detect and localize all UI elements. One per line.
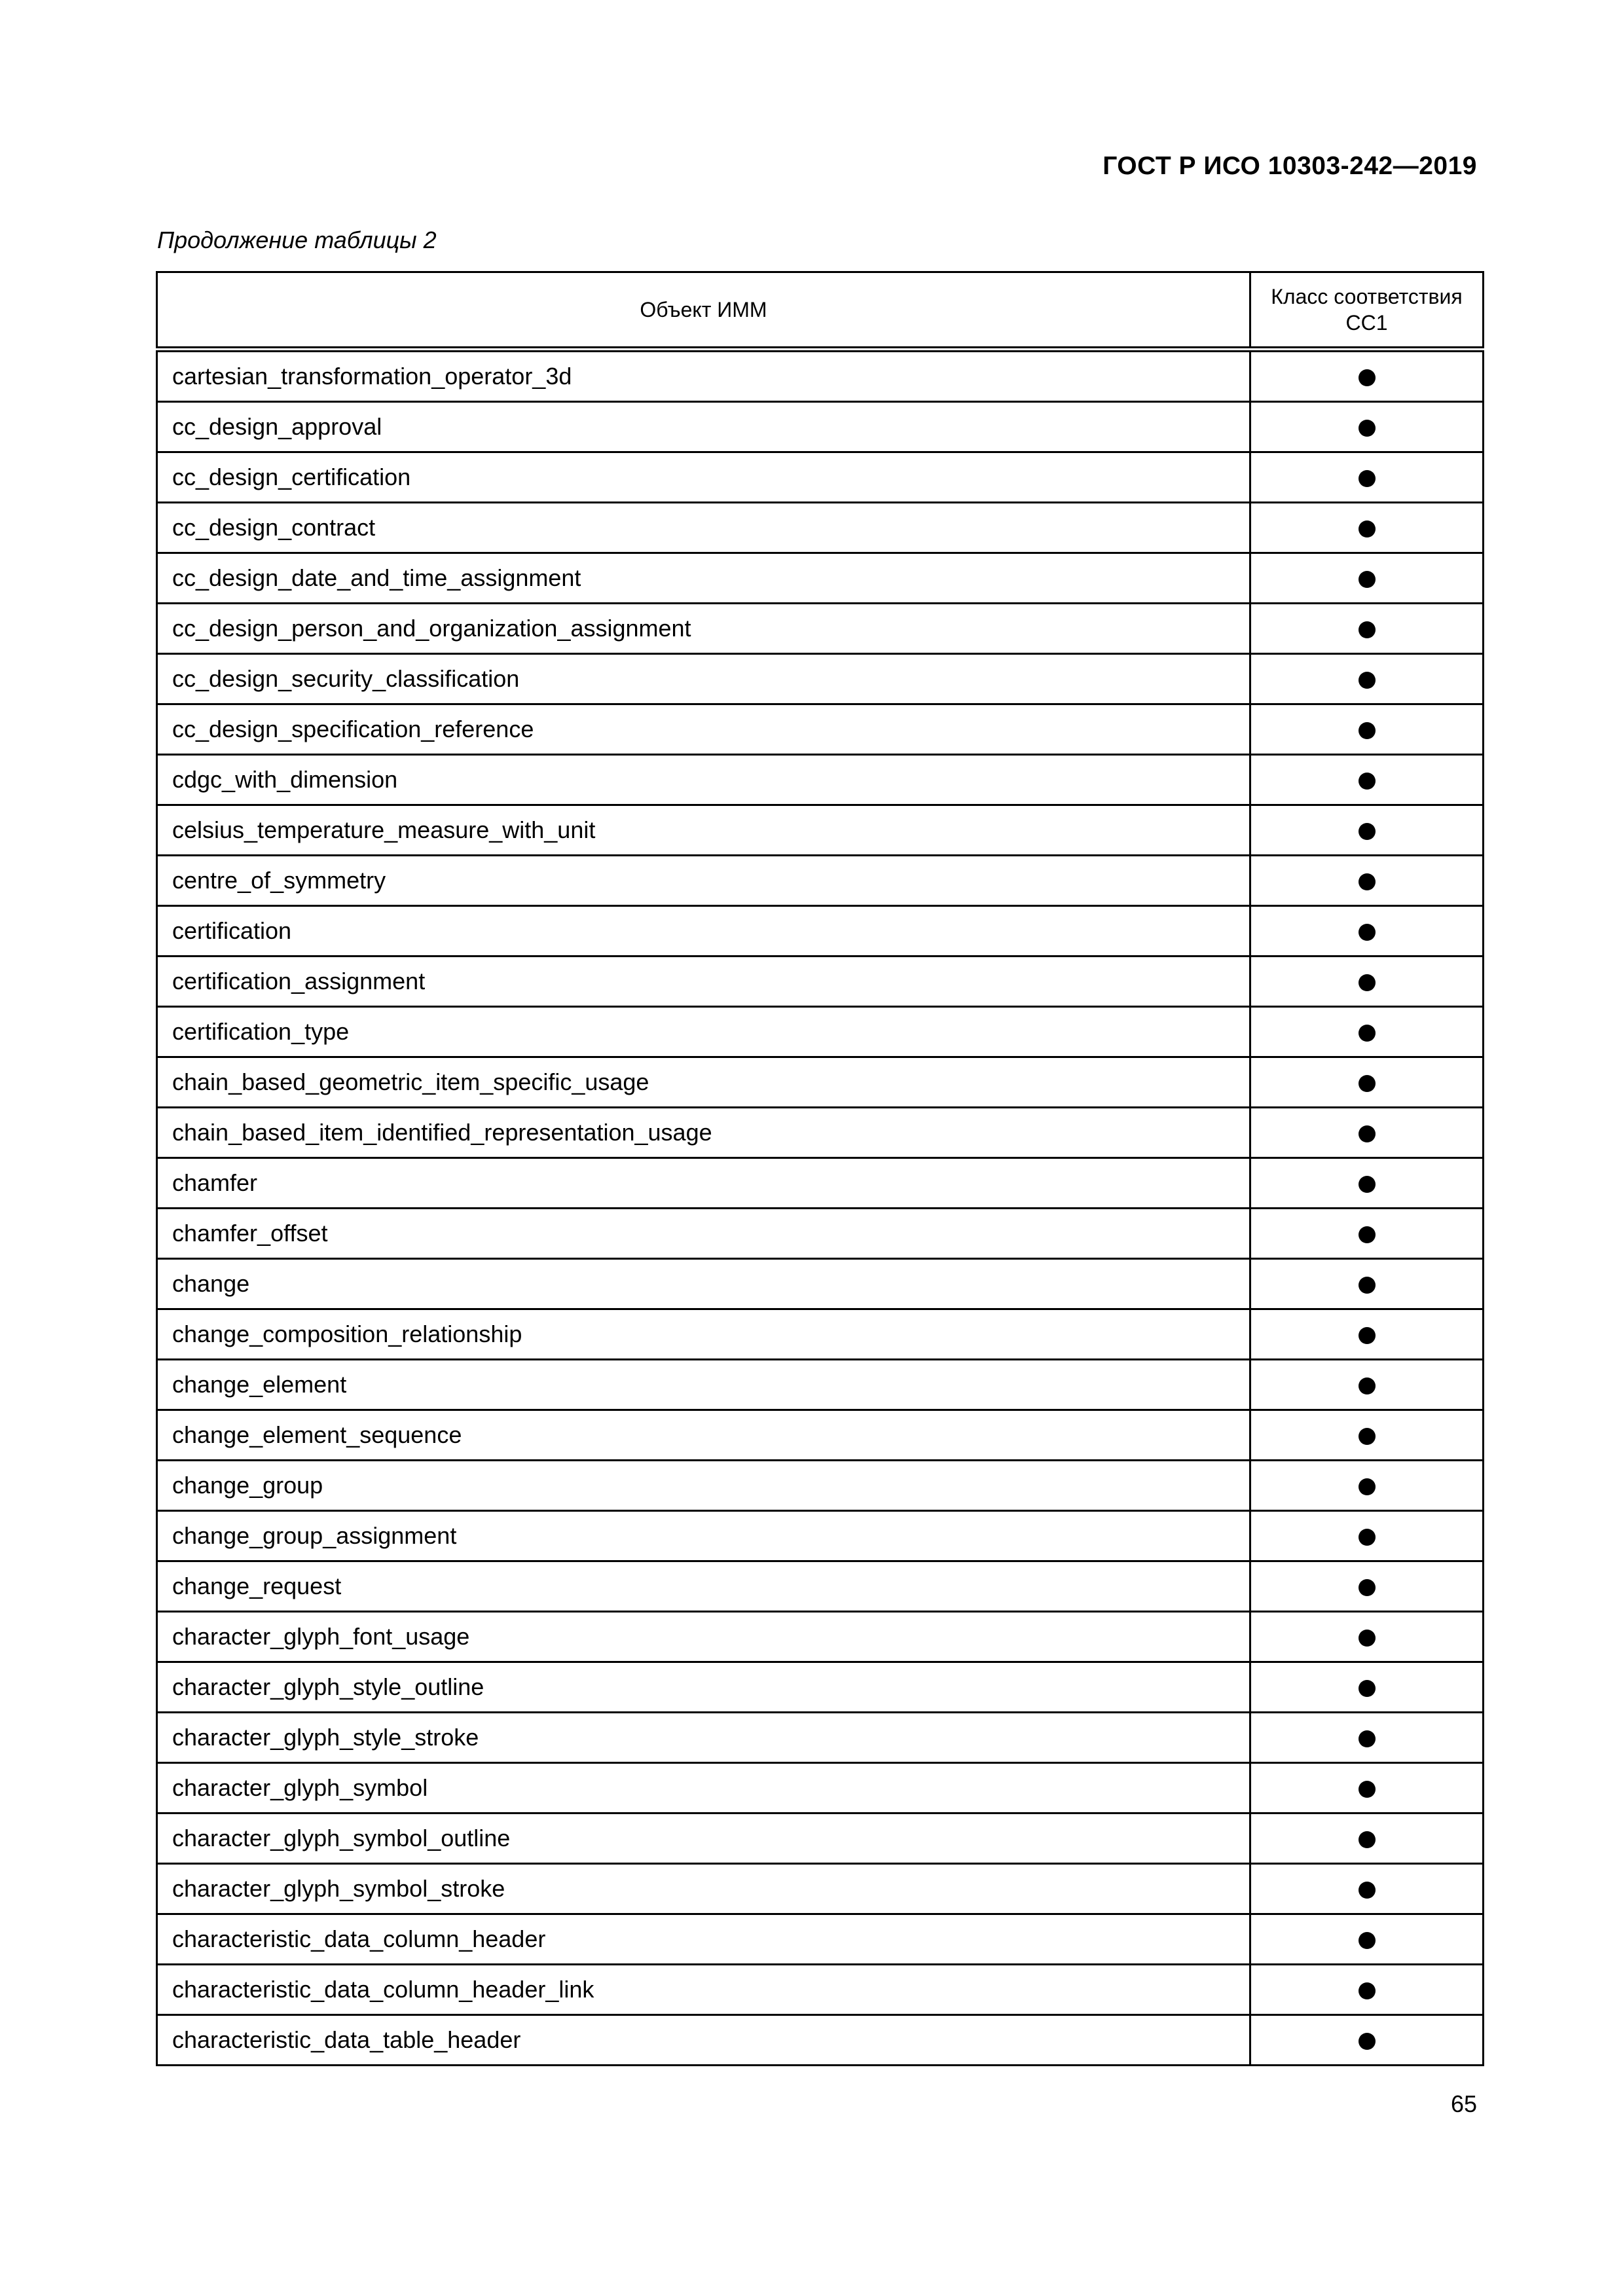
filled-circle-icon [1359,369,1376,386]
table-row [157,1864,1484,1914]
table-row [157,1914,1484,1965]
filled-circle-icon [1359,1831,1376,1848]
conformance-mark-cell [1250,654,1484,704]
filled-circle-icon [1359,520,1376,538]
object-name-cell: certification_assignment [157,957,1250,1007]
table-row [157,402,1484,452]
filled-circle-icon [1359,1630,1376,1647]
conformance-mark-cell [1250,1057,1484,1108]
conformance-mark-cell [1250,1662,1484,1713]
object-name-cell: character_glyph_style_outline [157,1662,1250,1713]
conformance-mark-cell [1250,906,1484,957]
filled-circle-icon [1359,1277,1376,1294]
object-name-cell: change_composition_relationship [157,1309,1250,1360]
conformance-table [156,271,1484,2066]
object-name-cell: change_request [157,1561,1250,1612]
table-row [157,755,1484,805]
table-row [157,1461,1484,1511]
filled-circle-icon [1359,672,1376,689]
conformance-mark-cell [1250,1461,1484,1511]
object-name-cell: cc_design_certification [157,452,1250,503]
table-row [157,957,1484,1007]
column-header-class-line1: Класс соответствия [1271,285,1463,308]
object-name-cell: character_glyph_font_usage [157,1612,1250,1662]
table-row [157,704,1484,755]
filled-circle-icon [1359,1529,1376,1546]
object-name-cell: cc_design_contract [157,503,1250,553]
object-name-cell: change_group_assignment [157,1511,1250,1561]
object-name-cell: character_glyph_symbol_outline [157,1813,1250,1864]
table-row [157,1813,1484,1864]
table-row [157,1108,1484,1158]
filled-circle-icon [1359,1781,1376,1798]
conformance-mark-cell [1250,1864,1484,1914]
conformance-mark-cell [1250,1813,1484,1864]
filled-circle-icon [1359,823,1376,840]
column-header-class [1250,272,1484,350]
object-name-cell: centre_of_symmetry [157,856,1250,906]
conformance-mark-cell [1250,1209,1484,1259]
filled-circle-icon [1359,621,1376,638]
filled-circle-icon [1359,1327,1376,1344]
filled-circle-icon [1359,1730,1376,1747]
object-name-cell: cc_design_approval [157,402,1250,452]
filled-circle-icon [1359,924,1376,941]
object-name-cell: change_element_sequence [157,1410,1250,1461]
conformance-mark-cell [1250,1108,1484,1158]
filled-circle-icon [1359,571,1376,588]
object-name-cell: change_group [157,1461,1250,1511]
conformance-mark-cell [1250,503,1484,553]
object-name-cell: change_element [157,1360,1250,1410]
conformance-mark-cell [1250,1612,1484,1662]
table-row [157,1309,1484,1360]
conformance-mark-cell [1250,1309,1484,1360]
table-row [157,553,1484,604]
conformance-mark-cell [1250,1763,1484,1813]
table-row [157,1259,1484,1309]
filled-circle-icon [1359,1982,1376,1999]
filled-circle-icon [1359,420,1376,437]
conformance-mark-cell [1250,1914,1484,1965]
object-name-cell: cdgc_with_dimension [157,755,1250,805]
conformance-mark-cell [1250,755,1484,805]
table-row [157,2015,1484,2066]
conformance-mark-cell [1250,1965,1484,2015]
table-row [157,1612,1484,1662]
table-row [157,1360,1484,1410]
object-name-cell: certification_type [157,1007,1250,1057]
filled-circle-icon [1359,773,1376,790]
page-number: 65 [1450,2090,1477,2117]
filled-circle-icon [1359,1377,1376,1394]
filled-circle-icon [1359,873,1376,890]
table-row [157,1511,1484,1561]
object-name-cell: character_glyph_symbol [157,1763,1250,1813]
object-name-cell: cc_design_specification_reference [157,704,1250,755]
table-row [157,350,1484,402]
filled-circle-icon [1359,974,1376,991]
table-row [157,1158,1484,1209]
object-name-cell: celsius_temperature_measure_with_unit [157,805,1250,856]
conformance-mark-cell [1250,1410,1484,1461]
table-row [157,1561,1484,1612]
conformance-mark-cell [1250,856,1484,906]
conformance-mark-cell [1250,604,1484,654]
object-name-cell: characteristic_data_column_header [157,1914,1250,1965]
conformance-mark-cell [1250,452,1484,503]
object-name-cell: characteristic_data_table_header [157,2015,1250,2066]
object-name-cell: certification [157,906,1250,957]
conformance-mark-cell [1250,1259,1484,1309]
conformance-mark-cell [1250,402,1484,452]
object-name-cell: character_glyph_symbol_stroke [157,1864,1250,1914]
filled-circle-icon [1359,470,1376,487]
filled-circle-icon [1359,2033,1376,2050]
object-name-cell: chain_based_item_identified_representation_usage [157,1108,1250,1158]
table-row [157,1713,1484,1763]
conformance-mark-cell [1250,2015,1484,2066]
conformance-mark-cell [1250,704,1484,755]
filled-circle-icon [1359,1882,1376,1899]
table-header-row [157,272,1484,350]
object-name-cell: character_glyph_style_stroke [157,1713,1250,1763]
conformance-mark-cell [1250,805,1484,856]
table-row [157,1763,1484,1813]
object-name-cell: chain_based_geometric_item_specific_usage [157,1057,1250,1108]
table-row [157,654,1484,704]
conformance-mark-cell [1250,553,1484,604]
conformance-mark-cell [1250,1360,1484,1410]
conformance-mark-cell [1250,1158,1484,1209]
filled-circle-icon [1359,1932,1376,1949]
filled-circle-icon [1359,1025,1376,1042]
table-row [157,604,1484,654]
table-caption: Продолжение таблицы 2 [157,227,437,253]
object-name-cell: cc_design_security_classification [157,654,1250,704]
column-header-object: Объект ИММ [157,272,1250,350]
table-row [157,906,1484,957]
object-name-cell: cc_design_date_and_time_assignment [157,553,1250,604]
filled-circle-icon [1359,1680,1376,1697]
object-name-cell: cartesian_transformation_operator_3d [157,350,1250,402]
table-row [157,1007,1484,1057]
table-row [157,452,1484,503]
table-row [157,805,1484,856]
filled-circle-icon [1359,1428,1376,1445]
conformance-mark-cell [1250,1007,1484,1057]
table-row [157,1410,1484,1461]
conformance-mark-cell [1250,957,1484,1007]
object-name-cell: change [157,1259,1250,1309]
table-row [157,1057,1484,1108]
filled-circle-icon [1359,1125,1376,1142]
table-row [157,1662,1484,1713]
filled-circle-icon [1359,722,1376,739]
table-body [157,350,1484,2066]
object-name-cell: cc_design_person_and_organization_assignment [157,604,1250,654]
table-row [157,856,1484,906]
column-header-class-line2: CC1 [1345,311,1388,335]
table-row [157,1965,1484,2015]
conformance-mark-cell [1250,1511,1484,1561]
table-row [157,503,1484,553]
filled-circle-icon [1359,1579,1376,1596]
conformance-mark-cell [1250,1713,1484,1763]
filled-circle-icon [1359,1176,1376,1193]
table-row [157,1209,1484,1259]
object-name-cell: chamfer [157,1158,1250,1209]
document-code: ГОСТ Р ИСО 10303-242—2019 [1103,152,1477,180]
filled-circle-icon [1359,1226,1376,1243]
filled-circle-icon [1359,1075,1376,1092]
object-name-cell: characteristic_data_column_header_link [157,1965,1250,2015]
filled-circle-icon [1359,1478,1376,1495]
object-name-cell: chamfer_offset [157,1209,1250,1259]
conformance-mark-cell [1250,1561,1484,1612]
conformance-mark-cell [1250,350,1484,402]
